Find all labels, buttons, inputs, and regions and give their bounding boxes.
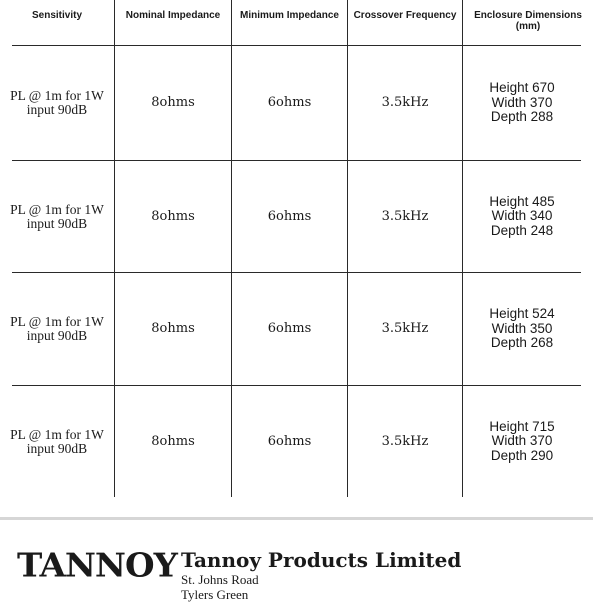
address-line-2: Tylers Green: [181, 587, 249, 602]
dimension-height: Height 524: [489, 306, 555, 322]
table-row-4-dimensions: [463, 386, 581, 497]
dimension-depth: Depth 288: [490, 109, 554, 125]
sensitivity-line: input 90dB: [26, 215, 88, 231]
dimension-width: Width 370: [491, 433, 553, 449]
table-row-3-nominal: 8ohms: [151, 321, 195, 336]
dimension-width: Width 340: [491, 208, 553, 224]
sensitivity-line: input 90dB: [26, 440, 88, 456]
dimension-depth: Depth 248: [490, 222, 554, 238]
dimension-depth: Depth 290: [490, 447, 554, 463]
table-row-4-nominal: 8ohms: [151, 433, 195, 449]
dimension-width: Width 370: [491, 94, 553, 110]
header-crossover-frequency: Crossover Frequency: [353, 10, 457, 21]
address-line-1: St. Johns Road: [181, 572, 259, 587]
table-row-4-crossover: 3.5kHz: [381, 433, 429, 449]
table-row-1-minimum: 6ohms: [267, 95, 312, 110]
header-enclosure-title: Enclosure Dimensions: [474, 10, 582, 21]
dimension-height: Height 715: [489, 418, 555, 434]
sensitivity-line: input 90dB: [26, 102, 88, 117]
table-row-2-minimum: 6ohms: [267, 208, 312, 224]
dimension-height: Height 670: [489, 80, 555, 96]
header-sensitivity: Sensitivity: [31, 10, 83, 21]
sensitivity-line: PL @ 1m for 1W: [10, 426, 104, 442]
table-row-3-dimensions: [463, 273, 581, 385]
sensitivity-line: PL @ 1m for 1W: [10, 88, 104, 103]
dimension-height: Height 485: [489, 193, 555, 209]
tannoy-logo: TANNOY: [17, 547, 177, 585]
sensitivity-line: input 90dB: [26, 328, 88, 343]
footer-divider: [0, 517, 593, 520]
dimension-width: Width 350: [491, 320, 553, 336]
table-row-2-dimensions: [463, 161, 581, 272]
table-row-2-nominal: 8ohms: [151, 208, 195, 224]
table-row-3-crossover: 3.5kHz: [381, 321, 429, 336]
company-name: Tannoy Products Limited: [181, 548, 462, 572]
table-row-2-sensitivity: [0, 161, 114, 272]
header-enclosure-unit: (mm): [515, 21, 541, 32]
sensitivity-line: PL @ 1m for 1W: [10, 201, 104, 217]
dimension-depth: Depth 268: [490, 335, 554, 351]
header-nominal-impedance: Nominal Impedance: [125, 10, 221, 21]
table-row-4-sensitivity: [0, 386, 114, 497]
table-row-4-minimum: 6ohms: [267, 433, 312, 449]
header-minimum-impedance: Minimum Impedance: [240, 10, 339, 21]
table-row-2-crossover: 3.5kHz: [381, 208, 429, 224]
table-row-1-crossover: 3.5kHz: [381, 95, 429, 110]
table-row-1-nominal: 8ohms: [151, 95, 195, 110]
table-row-1-sensitivity: [0, 46, 114, 160]
table-row-1-dimensions: [463, 46, 581, 160]
header-enclosure-dimensions: [463, 10, 593, 32]
table-row-3-minimum: 6ohms: [267, 321, 312, 336]
sensitivity-line: PL @ 1m for 1W: [10, 314, 104, 329]
table-row-3-sensitivity: [0, 273, 114, 385]
